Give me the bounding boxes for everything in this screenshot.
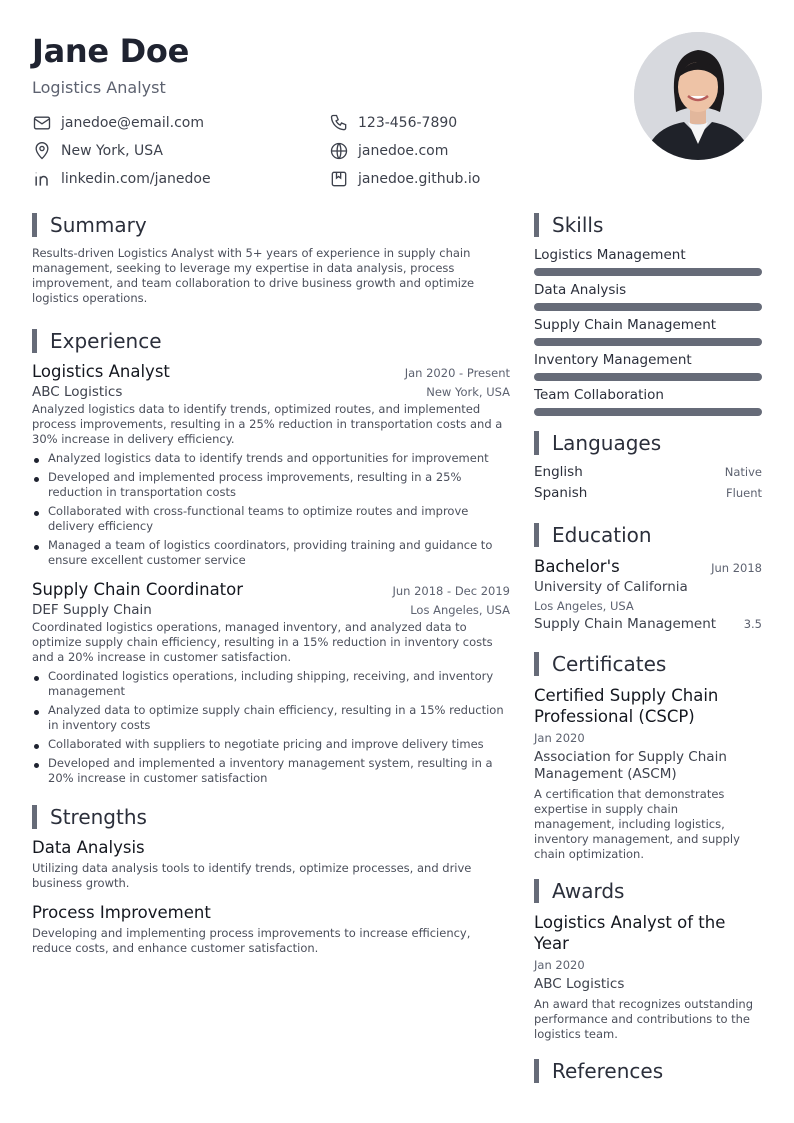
strength-title: Data Analysis (32, 838, 145, 857)
summary-text: Results-driven Logistics Analyst with 5+ years of experience in supply chain management, seeking to leverage my expertise in data analysis, process improvement, and team collaboration to drive business growth and optimize logistics operations. (32, 246, 475, 305)
section-title: Awards (552, 879, 625, 903)
education-gpa: 3.5 (743, 617, 762, 631)
section-title: Languages (552, 431, 662, 455)
job-bullet: Collaborated with cross-functional teams to optimize routes and improve delivery efficiency (32, 504, 510, 534)
section-accent-bar (32, 213, 37, 237)
education-degree: Bachelor's (534, 557, 620, 576)
certificate-issuer: Association for Supply Chain Management (ASCM) (534, 749, 727, 782)
section-accent-bar (32, 329, 37, 353)
summary-heading (32, 212, 510, 238)
education-heading (534, 522, 762, 548)
bookmark-square-icon (329, 169, 349, 189)
email-text: janedoe@email.com (61, 115, 204, 131)
section-accent-bar (534, 431, 539, 455)
job-header (32, 362, 510, 381)
job-location: New York, USA (426, 385, 510, 399)
award-description: An award that recognizes outstanding performance and contributions to the logistics team. (534, 997, 754, 1041)
job-bullets (32, 451, 510, 568)
job-location: Los Angeles, USA (410, 603, 510, 617)
section-title: Experience (50, 329, 162, 353)
awards-heading (534, 878, 762, 904)
avatar (634, 32, 762, 160)
job-dates: Jan 2020 - Present (404, 366, 510, 380)
job-bullet: Collaborated with suppliers to negotiate pricing and improve delivery times (32, 737, 510, 752)
education-school: University of California (534, 579, 688, 595)
language-name: Spanish (534, 485, 588, 501)
section-accent-bar (534, 1059, 539, 1083)
job-company: ABC Logistics (32, 384, 123, 400)
github-text: janedoe.github.io (358, 171, 481, 187)
language-item (534, 485, 762, 506)
right-column (534, 212, 762, 1092)
job-title: Supply Chain Coordinator (32, 580, 244, 599)
job-bullet: Managed a team of logistics coordinators, providing training and guidance to ensure excellent customer service (32, 538, 510, 568)
job-bullets (32, 669, 510, 786)
job-description: Analyzed logistics data to identify trends, optimized routes, and implemented process improvements, resulting in a 25% reduction in transportation costs and a 30% increase in delivery efficiency. (32, 402, 503, 446)
skill-item (534, 316, 762, 346)
job-bullet: Coordinated logistics operations, including shipping, receiving, and inventory management (32, 669, 510, 699)
award-date: Jan 2020 (534, 958, 585, 972)
skill-name: Logistics Management (534, 247, 686, 263)
job-entry (32, 362, 510, 568)
strength-text: Utilizing data analysis tools to identify trends, optimize processes, and drive business growth. (32, 861, 472, 890)
linkedin-text: linkedin.com/janedoe (61, 171, 211, 187)
certificate-title: Certified Supply Chain Professional (CSCP) (534, 686, 719, 726)
language-name: English (534, 464, 583, 480)
education-location: Los Angeles, USA (534, 599, 634, 613)
skill-item (534, 351, 762, 381)
skill-item (534, 281, 762, 311)
contact-location (32, 140, 163, 162)
language-level: Fluent (726, 486, 762, 500)
references-heading (534, 1058, 762, 1084)
certificates-heading (534, 651, 762, 677)
section-title: Strengths (50, 805, 147, 829)
section-accent-bar (534, 652, 539, 676)
section-title: References (552, 1059, 664, 1083)
job-subheader (32, 384, 510, 400)
contact-linkedin[interactable] (32, 168, 211, 190)
education-field: Supply Chain Management (534, 616, 717, 632)
job-bullet: Analyzed data to optimize supply chain efficiency, resulting in a 15% reduction in inventory costs (32, 703, 510, 733)
job-dates: Jun 2018 - Dec 2019 (392, 584, 510, 598)
left-column (32, 212, 510, 956)
award-title: Logistics Analyst of the Year (534, 913, 726, 953)
job-bullet: Analyzed logistics data to identify trends and opportunities for improvement (32, 451, 510, 466)
skill-name: Inventory Management (534, 352, 692, 368)
skill-name: Supply Chain Management (534, 317, 717, 333)
phone-text: 123-456-7890 (358, 115, 458, 131)
contact-phone[interactable] (329, 112, 457, 134)
education-header (534, 556, 762, 577)
job-entry (32, 580, 510, 786)
certificate-date: Jan 2020 (534, 731, 585, 745)
strength-title: Process Improvement (32, 903, 211, 922)
languages-heading (534, 430, 762, 456)
education-field-row (534, 616, 762, 633)
skill-name: Team Collaboration (534, 387, 664, 403)
candidate-title: Logistics Analyst (32, 78, 166, 97)
skill-level-bar (534, 373, 762, 381)
contact-github[interactable] (329, 168, 480, 190)
strengths-heading (32, 804, 510, 830)
website-text: janedoe.com (358, 143, 449, 159)
skill-level-bar (534, 268, 762, 276)
mail-icon (32, 113, 52, 133)
section-title: Certificates (552, 652, 667, 676)
section-accent-bar (534, 523, 539, 547)
section-accent-bar (534, 213, 539, 237)
skill-level-bar (534, 408, 762, 416)
language-level: Native (724, 465, 762, 479)
location-text: New York, USA (61, 143, 163, 159)
resume-header (32, 30, 622, 187)
section-title: Skills (552, 213, 604, 237)
skills-heading (534, 212, 762, 238)
section-title: Education (552, 523, 652, 547)
certificate-description: A certification that demonstrates expertise in supply chain management, including logistics, inventory management, and supply chain optimization. (534, 787, 740, 861)
contact-email[interactable] (32, 112, 204, 134)
strength-item (32, 903, 510, 956)
award-issuer: ABC Logistics (534, 976, 625, 992)
job-subheader (32, 602, 510, 618)
job-bullet: Developed and implemented a inventory management system, resulting in a 20% increase in customer satisfaction (32, 756, 510, 786)
linkedin-icon (32, 169, 52, 189)
section-title: Summary (50, 213, 147, 237)
education-date: Jun 2018 (711, 561, 762, 575)
candidate-name: Jane Doe (32, 32, 189, 70)
globe-icon (329, 141, 349, 161)
language-item (534, 464, 762, 485)
job-description: Coordinated logistics operations, managed inventory, and analyzed data to optimize supply chain efficiency, resulting in a 15% reduction in inventory costs and a 20% increase in customer satisfaction. (32, 620, 493, 664)
job-bullet: Developed and implemented process improvements, resulting in a 25% reduction in transportation costs (32, 470, 510, 500)
job-title: Logistics Analyst (32, 362, 170, 381)
skill-level-bar (534, 303, 762, 311)
skill-item (534, 246, 762, 276)
profile-photo (634, 32, 762, 160)
section-accent-bar (534, 879, 539, 903)
skills-list (534, 246, 762, 416)
skill-item (534, 386, 762, 416)
job-header (32, 580, 510, 599)
strength-item (32, 838, 510, 891)
skill-level-bar (534, 338, 762, 346)
skill-name: Data Analysis (534, 282, 627, 298)
strength-text: Developing and implementing process improvements to increase efficiency, reduce costs, and enhance customer satisfaction. (32, 926, 471, 955)
location-pin-icon (32, 141, 52, 161)
experience-heading (32, 328, 510, 354)
contact-website[interactable] (329, 140, 448, 162)
job-company: DEF Supply Chain (32, 602, 152, 618)
phone-icon (329, 113, 349, 133)
section-accent-bar (32, 805, 37, 829)
